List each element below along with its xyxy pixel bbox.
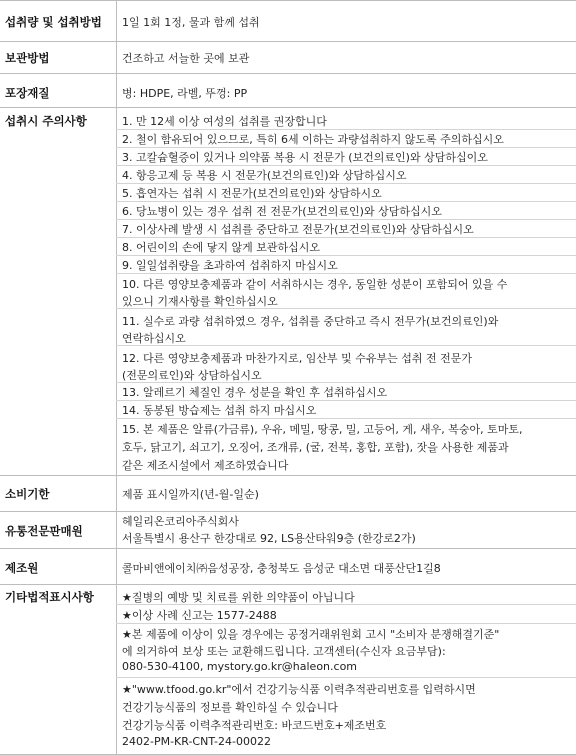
cell-divider: [116, 165, 576, 166]
cell-divider: [116, 147, 576, 148]
storage-value: 건조하고 서늘한 곳에 보관: [122, 52, 250, 65]
caution-item-4: 4. 항응고제 등 복용 시 전문가(보건의료인)와 상담하십시오: [122, 169, 407, 182]
column-divider: [116, 549, 117, 584]
column-divider: [116, 108, 117, 475]
cell-divider: [116, 623, 576, 624]
manufacturer-value: 콜마비앤에이치㈜음성공장, 충청북도 음성군 대소면 대풍산단1길8: [122, 562, 441, 575]
other-notices-label: 기타법적표시사항: [5, 590, 94, 604]
column-divider: [116, 512, 117, 548]
column-divider: [116, 1, 117, 41]
caution-item-11-line2: 연락하십시오: [122, 332, 186, 345]
cell-divider: [116, 382, 576, 383]
distributor-row: [0, 511, 576, 548]
caution-item-12-line1: 12. 다른 영양보충제품과 마찬가지로, 임산부 및 수유부는 섭취 전 전문가: [122, 352, 472, 365]
cell-divider: [116, 219, 576, 220]
caution-item-10-line2: 있으니 기재사항를 확인하십시오: [122, 295, 278, 308]
column-divider: [116, 476, 117, 511]
dosage-row: [0, 0, 576, 41]
cell-divider: [116, 273, 576, 274]
caution-item-7: 7. 이상사례 발생 시 섭취를 중단하고 전문가(보건의료인)와 상담하십시오: [122, 223, 474, 236]
dosage-label: 섭취량 및 섭취방법: [5, 15, 102, 29]
dosage-value: 1일 1회 1정, 물과 함께 섭취: [122, 16, 260, 29]
storage-label: 보관방법: [5, 51, 50, 65]
caution-item-11-line1: 11. 실수로 과량 섭취하였으 경우, 섭취를 중단하고 즉시 전무가(보건의료인)와: [122, 315, 499, 328]
notice-item-3-line1: ★본 제품에 이상이 있을 경우에는 공정거래위원회 고시 "소비자 분쟁해결기준": [122, 628, 500, 641]
notice-item-4-line4: 2402-PM-KR-CNT-24-00022: [122, 735, 271, 748]
column-divider: [116, 74, 117, 107]
distributor-label: 유통전문판매원: [5, 524, 83, 538]
caution-item-15-line3: 같은 제조시설에서 제조하였습니다: [122, 459, 289, 472]
caution-item-15-line2: 호두, 닭고기, 쇠고기, 오징어, 조개류, (굴, 전복, 홍합, 포함), 잣을 사용한 제품과: [122, 441, 509, 454]
caution-item-15-line1: 15. 본 제품은 알류(가금류), 우유, 메밀, 땅콩, 밀, 고등어, 게, 새우, 복숭아, 토마토,: [122, 423, 523, 436]
packaging-row: [0, 73, 576, 107]
cell-divider: [116, 201, 576, 202]
caution-item-6: 6. 당뇨병이 있는 경우 섭취 전 전문가(보건의료인)와 상담하십시오: [122, 205, 442, 218]
notice-item-4-line3: 건강기능식품 이력추적관리번호: 바코드번호+제조번호: [122, 719, 387, 732]
caution-item-14: 14. 동봉된 방습제는 섭취 하지 마십시오: [122, 404, 317, 417]
caution-item-3: 3. 고칼슘혈증이 있거나 의약품 복용 시 전문가 (보건의료인)와 상담하십이오: [122, 151, 488, 164]
cell-divider: [116, 677, 576, 678]
cell-divider: [116, 418, 576, 419]
packaging-label: 포장재질: [5, 86, 50, 100]
caution-item-12-line2: (전문의료인)와 상담하십시오: [122, 369, 262, 382]
manufacturer-row: [0, 548, 576, 584]
cell-divider: [116, 183, 576, 184]
column-divider: [116, 585, 117, 754]
cell-divider: [116, 308, 576, 309]
expiry-value: 제품 표시일까지(년-월-일순): [122, 488, 259, 501]
caution-item-9: 9. 일일섭취량을 초과하여 섭취하지 마십시오: [122, 259, 338, 272]
caution-item-10-line1: 10. 다른 영양보충제품과 같이 서취하시는 경우, 동일한 성분이 포함되어 있을 수: [122, 278, 508, 291]
manufacturer-label: 제조원: [5, 561, 39, 575]
cell-divider: [116, 345, 576, 346]
distributor-address: 서울특별시 용산구 한강대로 92, LS용산타워9층 (한강로2가): [122, 532, 416, 545]
expiry-label: 소비기한: [5, 487, 50, 501]
cell-divider: [116, 400, 576, 401]
cautions-row: [0, 107, 576, 475]
column-divider: [116, 42, 117, 73]
notice-item-3-line3: 080-530-4100, mystory.go.kr@haleon.com: [122, 660, 358, 673]
distributor-name: 헤일리온코리아주식회사: [122, 515, 239, 528]
caution-item-8: 8. 어린이의 손에 닿지 않게 보관하십시오: [122, 241, 320, 254]
cautions-label: 섭취시 주의사항: [5, 114, 87, 128]
cell-divider: [116, 255, 576, 256]
storage-row: [0, 41, 576, 73]
packaging-value: 병: HDPE, 라벨, 뚜껑: PP: [122, 87, 248, 100]
cell-divider: [116, 604, 576, 605]
cell-divider: [116, 237, 576, 238]
notice-item-4-line2: 건강기능식품의 정보를 확인하실 수 있습니다: [122, 701, 338, 714]
notice-item-3-line2: 에 의거하여 보상 또는 교환해드립니다. 고객센터(수신자 요금부담):: [122, 645, 446, 658]
caution-item-5: 5. 흡연자는 섭취 시 전문가(보건의료인)와 상담하시오: [122, 187, 382, 200]
other-notices-row: [0, 584, 576, 754]
notice-item-1: ★질병의 예방 및 치료를 위한 의약품이 아닙니다: [122, 591, 355, 604]
expiry-row: [0, 475, 576, 511]
caution-item-2: 2. 철이 함유되어 있으므로, 특히 6세 이하는 과량섭취하지 않도록 주의하십시오: [122, 133, 504, 146]
caution-item-1: 1. 만 12세 이상 여성의 섭취를 권장합니다: [122, 115, 327, 128]
notice-item-2: ★이상 사례 신고는 1577-2488: [122, 609, 277, 622]
caution-item-13: 13. 알레르기 체질인 경우 성분을 확인 후 섭취하십시오: [122, 386, 388, 399]
notice-item-4-line1: ★"www.tfood.go.kr"에서 건강기능식품 이력추적관리번호를 입력하시면: [122, 683, 476, 696]
cell-divider: [116, 129, 576, 130]
